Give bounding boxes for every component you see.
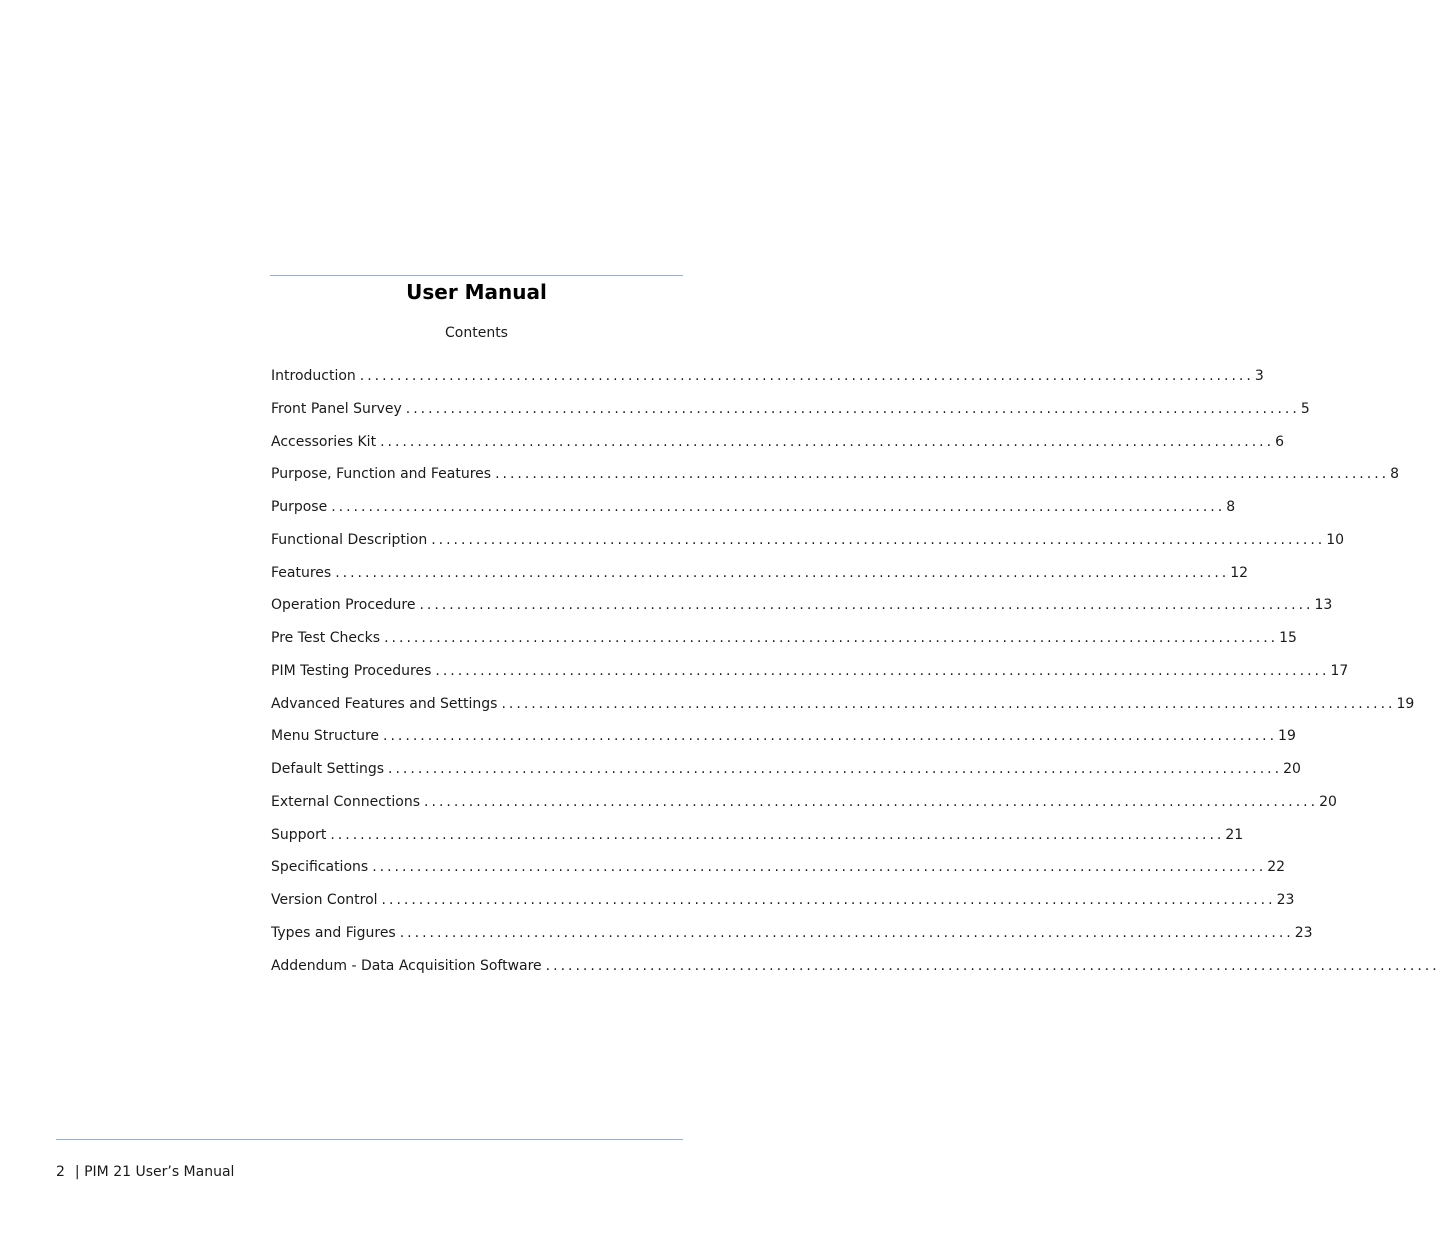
toc-entry-label: Version Control xyxy=(271,892,378,908)
toc-dot-leader: ........................................................................................................................ xyxy=(431,531,1326,548)
toc-entry-label: Default Settings xyxy=(271,761,385,777)
footer-divider xyxy=(56,1139,683,1140)
toc-dot-leader: ........................................................................................................................ xyxy=(331,499,1226,515)
toc-dot-leader: ........................................................................................................................ xyxy=(335,564,1230,581)
toc-dot-leader: ........................................................................................................................ xyxy=(399,924,1294,941)
toc-entry-label: Addendum - Data Acquisition Software xyxy=(271,957,542,974)
toc-entry-page: 20 xyxy=(1283,761,1301,777)
toc-entry-label: Introduction xyxy=(271,368,356,384)
toc-entry-page: 19 xyxy=(1278,728,1296,745)
toc-entry[interactable] xyxy=(271,790,1337,823)
toc-entry[interactable] xyxy=(271,724,1296,757)
toc-entry[interactable] xyxy=(271,921,1313,954)
toc-entry[interactable] xyxy=(271,659,1349,692)
toc-entry-page: 22 xyxy=(1267,859,1286,876)
toc-entry[interactable] xyxy=(271,823,1244,856)
toc-dot-leader: ........................................................................................................................ xyxy=(381,892,1276,908)
toc-dot-leader: ........................................................................................................................ xyxy=(424,793,1319,810)
toc-entry-label: Purpose xyxy=(271,499,328,515)
toc-entry-page: 8 xyxy=(1226,499,1236,515)
toc-entry-label: Pre Test Checks xyxy=(271,630,381,646)
toc-entry-label: Advanced Features and Settings xyxy=(271,695,498,712)
toc-entry[interactable] xyxy=(271,430,1285,463)
toc-dot-leader: ........................................................................................................................ xyxy=(419,597,1314,614)
toc-entry[interactable] xyxy=(271,757,1301,790)
footer-manual-name: | PIM 21 User’s Manual xyxy=(74,1164,235,1180)
toc-entry-label: Front Panel Survey xyxy=(271,400,402,417)
toc-entry-label: Specifications xyxy=(271,859,369,876)
toc-entry-page: 17 xyxy=(1330,662,1349,679)
toc-entry-label: Functional Description xyxy=(271,531,428,548)
toc-entry-page: 21 xyxy=(1225,826,1244,843)
toc-dot-leader: ........................................................................................................................ xyxy=(383,728,1278,745)
toc-dot-leader: ........................................................................................................................ xyxy=(435,662,1330,679)
toc-entry-page: 3 xyxy=(1254,368,1264,384)
toc-entry-page: 12 xyxy=(1230,564,1249,581)
toc-entry-label: Menu Structure xyxy=(271,728,380,745)
toc-entry-page: 13 xyxy=(1314,597,1333,614)
toc-entry[interactable] xyxy=(271,692,1415,725)
toc-entry-label: Features xyxy=(271,564,332,581)
toc-entry[interactable] xyxy=(271,528,1345,561)
toc-entry[interactable] xyxy=(271,855,1286,888)
table-of-contents xyxy=(271,364,1440,986)
top-divider xyxy=(270,275,683,276)
toc-entry[interactable] xyxy=(271,593,1333,626)
toc-entry-page: 23 xyxy=(1294,924,1313,941)
toc-dot-leader: ........................................................................................................................ xyxy=(380,433,1275,450)
toc-entry-page: 10 xyxy=(1326,531,1345,548)
toc-entry-page: 5 xyxy=(1300,400,1310,417)
toc-entry-label: Types and Figures xyxy=(271,924,396,941)
toc-entry-page: 19 xyxy=(1396,695,1415,712)
toc-dot-leader: ........................................................................................................................ xyxy=(388,761,1283,777)
toc-entry[interactable] xyxy=(271,626,1297,659)
toc-dot-leader: ........................................................................................................................ xyxy=(359,368,1254,384)
toc-entry[interactable] xyxy=(271,495,1236,528)
footer-page-number: 2 xyxy=(56,1164,65,1180)
toc-entry-label: Accessories Kit xyxy=(271,433,377,450)
toc-entry-label: PIM Testing Procedures xyxy=(271,662,432,679)
contents-heading: Contents xyxy=(445,325,508,341)
toc-dot-leader: ........................................................................................................................ xyxy=(495,466,1390,483)
toc-entry-page: 6 xyxy=(1275,433,1285,450)
toc-entry-page: 8 xyxy=(1390,466,1400,483)
toc-entry-label: Purpose, Function and Features xyxy=(271,466,492,483)
toc-entry-page: 20 xyxy=(1319,793,1337,810)
toc-entry[interactable] xyxy=(271,397,1310,430)
toc-entry[interactable] xyxy=(271,364,1264,397)
toc-entry[interactable] xyxy=(271,462,1400,495)
toc-dot-leader: ........................................................................................................................ xyxy=(545,957,1440,974)
toc-entry[interactable] xyxy=(271,561,1249,594)
toc-entry-label: Support xyxy=(271,826,327,843)
toc-entry-page: 23 xyxy=(1276,892,1295,908)
page-footer xyxy=(56,1162,234,1182)
toc-dot-leader: ........................................................................................................................ xyxy=(501,695,1396,712)
toc-entry-label: External Connections xyxy=(271,793,421,810)
page-title: User Manual xyxy=(406,280,547,304)
toc-entry-label: Operation Procedure xyxy=(271,597,416,614)
toc-dot-leader: ........................................................................................................................ xyxy=(405,400,1300,417)
toc-entry[interactable] xyxy=(271,954,1440,987)
toc-entry-page: 15 xyxy=(1279,630,1297,646)
toc-dot-leader: ........................................................................................................................ xyxy=(330,826,1225,843)
toc-dot-leader: ........................................................................................................................ xyxy=(372,859,1267,876)
toc-dot-leader: ........................................................................................................................ xyxy=(384,630,1279,646)
toc-entry[interactable] xyxy=(271,888,1295,921)
